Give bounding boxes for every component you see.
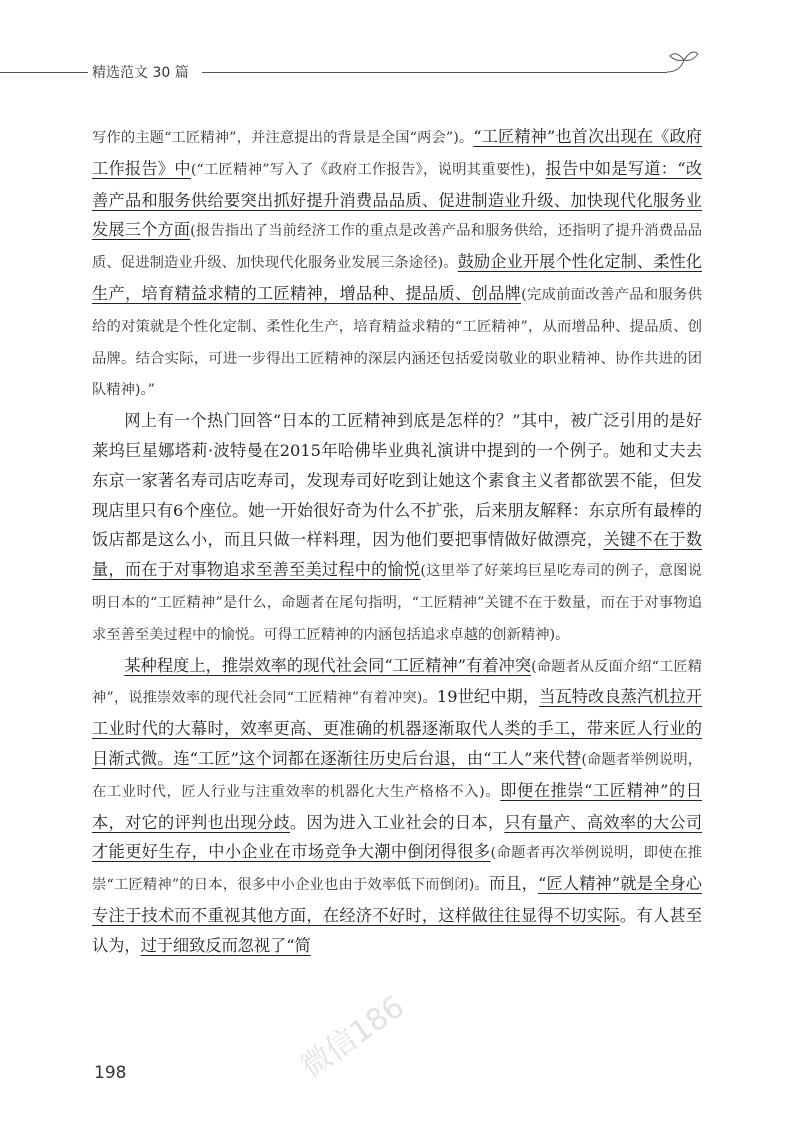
annotation-text: (“工匠精神”写入了《政府工作报告》，说明其重要性)， xyxy=(190,161,546,178)
watermark: 微信186 xyxy=(294,989,411,1086)
paragraph xyxy=(92,651,702,961)
page-number: 198 xyxy=(94,1063,127,1083)
underlined-text: 鼓励企业开展个性化定制、柔性化生产，培育精益求精的工匠精神，增品种、提品质、创品牌 xyxy=(92,252,702,303)
annotation-text: (这里举了好莱坞巨星吃寿司的例子，意图说明日本的“工匠精神”是什么，命题者在尾句指明，“工匠精神”关键不在于数量，而在于对事物追求至善至美过程中的愉悦。可得工匠精神的内涵包括追求卓越的创新精神)。 xyxy=(92,563,703,643)
paragraph xyxy=(92,122,702,406)
page-header xyxy=(0,58,800,88)
article-body xyxy=(92,122,702,961)
annotation-text: (命题者举例说明，在工业时代，匠人行业与注重效率的机器化大生产格格不入)。 xyxy=(92,751,703,800)
annotation-text: 写作的主题“工匠精神”，并注意提出的背景是全国“两会”)。 xyxy=(92,130,474,146)
header-rule-left xyxy=(0,72,88,73)
annotation-text: (报告指出了当前经济工作的重点是改善产品和服务供给，还指明了提升消费品品质、促进制造业升级、加快现代化服务业发展三条途径)。 xyxy=(92,223,703,272)
header-rule-right xyxy=(202,72,667,73)
paragraph xyxy=(92,406,702,650)
annotation-text: (命题者再次举例说明，即使在推崇“工匠精神”的日本，很多中小企业也由于效率低下而倒闭)。 xyxy=(92,845,703,894)
underlined-text: 过于细致反而忽视了“简 xyxy=(140,935,311,955)
body-text: 19世纪中期， xyxy=(436,687,540,707)
body-text: 网上有一个热门回答“日本的工匠精神到底是怎样的？”其中，被广泛引用的是好莱坞巨星娜塔莉·波特曼在2015年哈佛毕业典礼演讲中提到的一个例子。她和丈夫去东京一家著名寿司店吃寿司，发现寿司好吃到让她这个素食主义者都欲罢不能，但发现店里只有6个座位。她一开始很好奇为什么不扩张，后来朋友解释：东京所有最棒的饭店都是这么小，而且只做一样料理，因为他们要把事情做好做漂亮， xyxy=(92,411,702,550)
sprout-icon xyxy=(662,46,702,80)
body-text: 而且， xyxy=(488,874,539,894)
underlined-text: 只有量产、高效率的大公司才能更好生存，中小企业在市场竞争大潮中倒闭得很多 xyxy=(92,812,703,862)
underlined-text: 某种程度上，推崇效率的现代社会同“工匠精神”有着冲突 xyxy=(124,655,532,675)
underlined-text: “工匠精神”也首次出现在《政府工作报告》中 xyxy=(92,127,702,178)
body-text: 。有人甚至认为， xyxy=(92,905,703,955)
underlined-text: 报告中如是写道：“改善产品和服务供给要突出抓好提升消费品品质、促进制造业升级、加快现代化服务业发展三个方面 xyxy=(92,158,703,240)
underlined-text: 关键不在于数量，而在于对事物追求至善至美过程中的愉悦 xyxy=(92,530,703,580)
underlined-text: “匠人精神”就是全身心专注于技术而不重视其他方面，在经济不好时，这样做往往显得不切实际 xyxy=(92,874,702,925)
body-text: 。因为进入工业社会的日本， xyxy=(289,812,505,832)
annotation-text: (完成前面改善产品和服务供给的对策就是个性化定制、柔性化生产，培育精益求精的“工匠精神”，从而增品种、提品质、创品牌。结合实际，可进一步得出工匠精神的深层内涵还包括爱岗敬业的职业精神、协作共进的团队精神)。” xyxy=(92,286,703,399)
annotation-text: (命题者从反面介绍“工匠精神”，说推崇效率的现代社会同“工匠精神”有着冲突)。 xyxy=(92,658,702,707)
underlined-text: 即便在推崇“工匠精神”的日本，对它的评判也出现分歧 xyxy=(92,780,702,832)
underlined-text: 当瓦特改良蒸汽机拉开工业时代的大幕时，效率更高、更准确的机器逐渐取代人类的手工，带来匠人行业的日渐式微。连“工匠”这个词都在逐渐往历史后台退，由“工人”来代替 xyxy=(92,687,702,768)
header-title: 精选范文 30 篇 xyxy=(92,65,189,81)
